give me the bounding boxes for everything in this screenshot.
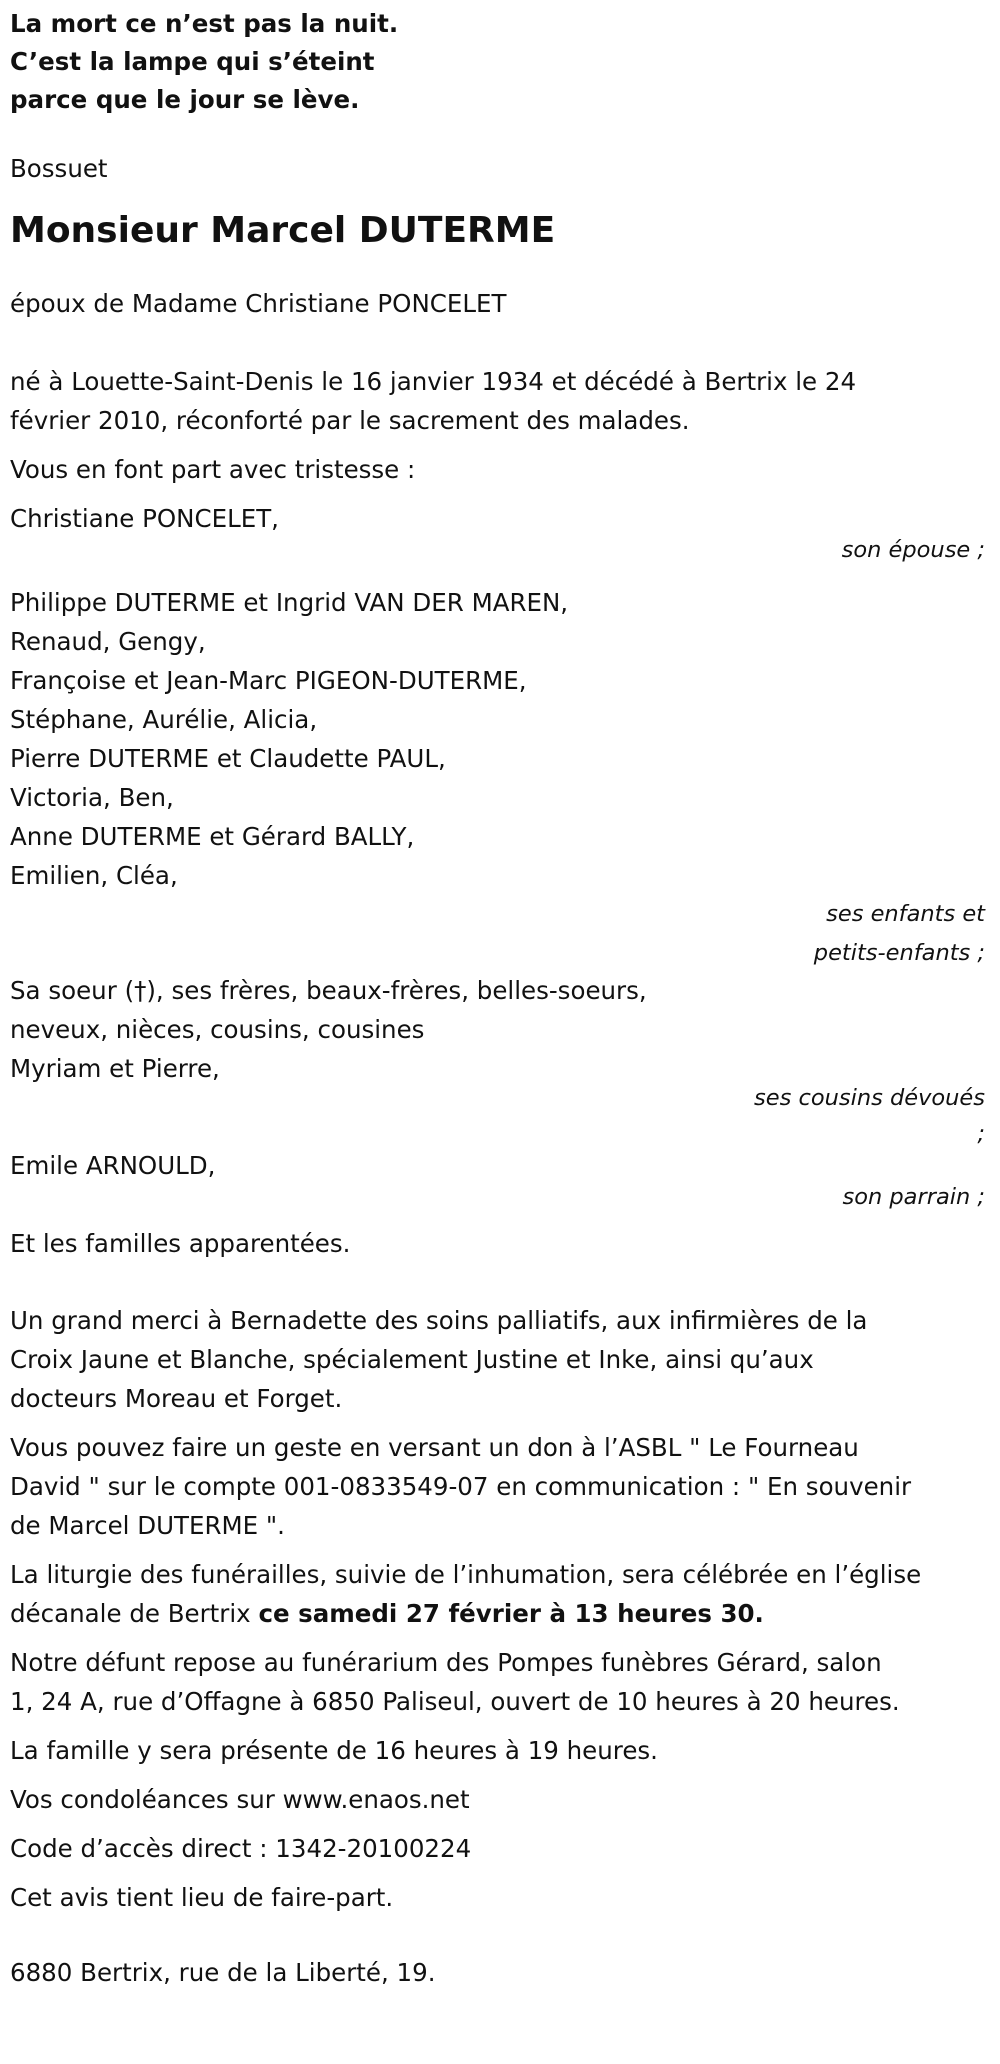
liturgy-date: ce samedi 27 février à 13 heures 30. xyxy=(258,1599,764,1628)
family-role: petits-enfants ; xyxy=(813,940,985,966)
donation-line: David " sur le compte 001-0833549-07 en communication : " En souvenir xyxy=(10,1472,912,1501)
family-name-line: Emilien, Cléa, xyxy=(10,861,178,890)
donation-paragraph xyxy=(10,1428,985,1545)
family-name-line: Christiane PONCELET, xyxy=(10,504,279,533)
thanks-paragraph xyxy=(10,1301,985,1418)
quote-block xyxy=(10,0,985,119)
family-presence: La famille y sera présente de 16 heures à 19 heures. xyxy=(10,1736,658,1765)
family-role: ses enfants et xyxy=(826,901,985,927)
family-name-line: neveux, nièces, cousins, cousines xyxy=(10,1015,425,1044)
obituary-notice xyxy=(10,0,985,1992)
address-line: 6880 Bertrix, rue de la Liberté, 19. xyxy=(10,1958,436,1987)
family-name-line: Stéphane, Aurélie, Alicia, xyxy=(10,705,318,734)
family-role: ses cousins dévoués xyxy=(754,1085,985,1111)
family-name-line: Myriam et Pierre, xyxy=(10,1054,220,1083)
access-code: Code d’accès direct : 1342-20100224 xyxy=(10,1834,472,1863)
liturgy-line xyxy=(10,1594,985,1633)
family-name-line: Philippe DUTERME et Ingrid VAN DER MAREN, xyxy=(10,588,569,617)
liturgy-line: La liturgie des funérailles, suivie de l’inhumation, sera célébrée en l’église xyxy=(10,1560,922,1589)
liturgy-paragraph xyxy=(10,1555,985,1633)
announcement: Vous en font part avec tristesse : xyxy=(10,455,416,484)
spouse-line: époux de Madame Christiane PONCELET xyxy=(10,289,507,318)
birth-death-line: né à Louette-Saint-Denis le 16 janvier 1934 et décédé à Bertrix le 24 xyxy=(10,367,857,396)
family-godfather xyxy=(10,1146,985,1209)
family-name-line: Renaud, Gengy, xyxy=(10,627,206,656)
related-families: Et les familles apparentées. xyxy=(10,1229,351,1258)
family-name-line: Sa soeur (†), ses frères, beaux-frères, belles-soeurs, xyxy=(10,976,647,1005)
family-role: son épouse ; xyxy=(841,537,985,563)
thanks-line: Croix Jaune et Blanche, spécialement Justine et Inke, ainsi qu’aux xyxy=(10,1345,814,1374)
deceased-name: Monsieur Marcel DUTERME xyxy=(10,210,556,251)
family-role: ; xyxy=(977,1121,985,1147)
condolences-line: Vos condoléances sur www.enaos.net xyxy=(10,1785,470,1814)
quote-line: parce que le jour se lève. xyxy=(10,85,360,114)
family-name-line: Pierre DUTERME et Claudette PAUL, xyxy=(10,744,446,773)
birth-death-line: février 2010, réconforté par le sacrement des malades. xyxy=(10,406,690,435)
thanks-line: Un grand merci à Bernadette des soins palliatifs, aux infirmières de la xyxy=(10,1306,868,1335)
birth-death-paragraph xyxy=(10,362,985,440)
family-role: son parrain ; xyxy=(842,1184,985,1210)
donation-line: de Marcel DUTERME ". xyxy=(10,1511,285,1540)
quote-line: C’est la lampe qui s’éteint xyxy=(10,47,375,76)
funeral-home-paragraph xyxy=(10,1643,985,1721)
family-name-line: Victoria, Ben, xyxy=(10,783,174,812)
liturgy-text: décanale de Bertrix xyxy=(10,1599,259,1628)
quote-line: La mort ce n’est pas la nuit. xyxy=(10,9,399,38)
funeral-home-line: Notre défunt repose au funérarium des Pompes funèbres Gérard, salon xyxy=(10,1648,882,1677)
family-name-line: Emile ARNOULD, xyxy=(10,1151,216,1180)
family-children xyxy=(10,583,985,973)
family-spouse xyxy=(10,499,985,562)
family-cousins xyxy=(10,971,985,1154)
family-name-line: Françoise et Jean-Marc PIGEON-DUTERME, xyxy=(10,666,527,695)
thanks-line: docteurs Moreau et Forget. xyxy=(10,1384,343,1413)
quote-author: Bossuet xyxy=(10,154,108,183)
donation-line: Vous pouvez faire un geste en versant un don à l’ASBL " Le Fourneau xyxy=(10,1433,859,1462)
family-name-line: Anne DUTERME et Gérard BALLY, xyxy=(10,822,415,851)
funeral-home-line: 1, 24 A, rue d’Offagne à 6850 Paliseul, ouvert de 10 heures à 20 heures. xyxy=(10,1687,900,1716)
notice-line: Cet avis tient lieu de faire-part. xyxy=(10,1883,394,1912)
